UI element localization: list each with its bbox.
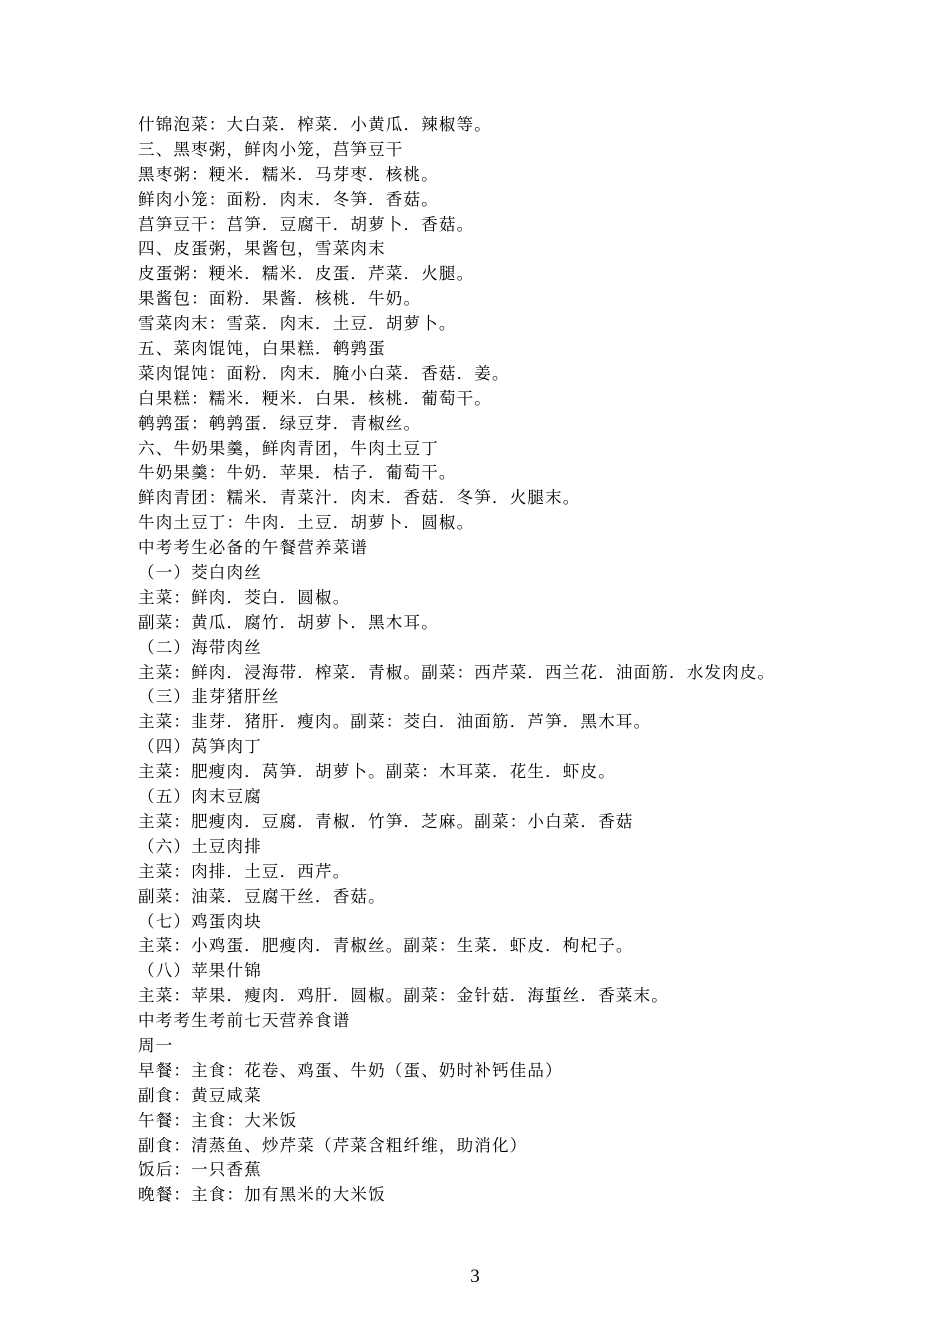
recipe-heading: （五）肉末豆腐 (138, 787, 262, 807)
text-line: 主菜：苹果．瘦肉．鸡肝．圆椒。副菜：金针菇．海蜇丝．香菜末。 (138, 986, 669, 1006)
section-title: 中考考生必备的午餐营养菜谱 (138, 538, 369, 558)
text-line: 主菜：肉排．土豆．西芹。 (138, 861, 351, 881)
text-line: 晚餐：主食：加有黑米的大米饭 (138, 1185, 386, 1205)
text-line: 皮蛋粥：粳米．糯米．皮蛋．芹菜．火腿。 (138, 264, 475, 284)
text-line: 牛肉土豆丁：牛肉．土豆．胡萝卜．圆椒。 (138, 513, 475, 533)
section-title: 中考考生考前七天营养食谱 (138, 1011, 351, 1031)
section-heading: 六、牛奶果羹，鲜肉青团，牛肉土豆丁 (138, 438, 439, 458)
text-line: 牛奶果羹：牛奶．苹果．桔子．葡萄干。 (138, 463, 457, 483)
recipe-heading: （一）茭白肉丝 (138, 563, 262, 583)
text-line: 雪菜肉末：雪菜．肉末．土豆．胡萝卜。 (138, 314, 457, 334)
section-heading: 三、黑枣粥，鲜肉小笼，莒笋豆干 (138, 139, 404, 159)
section-heading: 五、菜肉馄饨，白果糕．鹌鹑蛋 (138, 339, 386, 359)
text-line: 果酱包：面粉．果酱．核桃．牛奶。 (138, 289, 422, 309)
text-line: 副菜：黄瓜．腐竹．胡萝卜．黑木耳。 (138, 612, 439, 632)
text-line: 黑枣粥：粳米．糯米．马芽枣．核桃。 (138, 164, 439, 184)
recipe-heading: （三）韭芽猪肝丝 (138, 687, 280, 707)
text-line: 主菜：肥瘦肉．豆腐．青椒．竹笋．芝麻。副菜：小白菜．香菇 (138, 811, 634, 831)
text-line: 饭后：一只香蕉 (138, 1160, 262, 1180)
text-line: 副食：黄豆咸菜 (138, 1085, 262, 1105)
text-line: 鹌鹑蛋：鹌鹑蛋．绿豆芽．青椒丝。 (138, 413, 422, 433)
text-line: 什锦泡菜：大白菜．榨菜．小黄瓜．辣椒等。 (138, 115, 492, 134)
text-line: 鲜肉小笼：面粉．肉末．冬笋．香菇。 (138, 189, 439, 209)
recipe-heading: （七）鸡蛋肉块 (138, 911, 262, 931)
text-line: 早餐：主食：花卷、鸡蛋、牛奶（蛋、奶时补钙佳品） (138, 1060, 563, 1080)
page-number: 3 (470, 1266, 480, 1287)
recipe-heading: （八）苹果什锦 (138, 961, 262, 981)
recipe-heading: （六）土豆肉排 (138, 836, 262, 856)
text-line: 副食：清蒸鱼、炒芹菜（芹菜含粗纤维，助消化） (138, 1135, 528, 1155)
recipe-heading: （四）莴笋肉丁 (138, 737, 262, 757)
text-line: 主菜：肥瘦肉．莴笋．胡萝卜。副菜：木耳菜．花生．虾皮。 (138, 762, 616, 782)
day-heading: 周一 (138, 1035, 174, 1055)
document-body (138, 113, 898, 1208)
text-line: 莒笋豆干：莒笋．豆腐干．胡萝卜．香菇。 (138, 214, 475, 234)
text-line: 主菜：鲜肉．浸海带．榨菜．青椒。副菜：西芹菜．西兰花．油面筋．水发肉皮。 (138, 662, 776, 682)
text-line: 副菜：油菜．豆腐干丝．香菇。 (138, 886, 386, 906)
section-heading: 四、皮蛋粥，果酱包，雪菜肉末 (138, 239, 386, 259)
text-line: 主菜：鲜肉．茭白．圆椒。 (138, 587, 351, 607)
text-line: 白果糕：糯米．粳米．白果．核桃．葡萄干。 (138, 388, 492, 408)
text-line: 主菜：小鸡蛋．肥瘦肉．青椒丝。副菜：生菜．虾皮．枸杞子。 (138, 936, 634, 956)
text-line: 菜肉馄饨：面粉．肉末．腌小白菜．香菇．姜。 (138, 363, 510, 383)
text-line: 主菜：韭芽．猪肝．瘦肉。副菜：茭白．油面筋．芦笋．黑木耳。 (138, 712, 652, 732)
text-line: 鲜肉青团：糯米．青菜汁．肉末．香菇．冬笋．火腿末。 (138, 488, 581, 508)
recipe-heading: （二）海带肉丝 (138, 637, 262, 657)
text-line: 午餐：主食：大米饭 (138, 1110, 298, 1130)
